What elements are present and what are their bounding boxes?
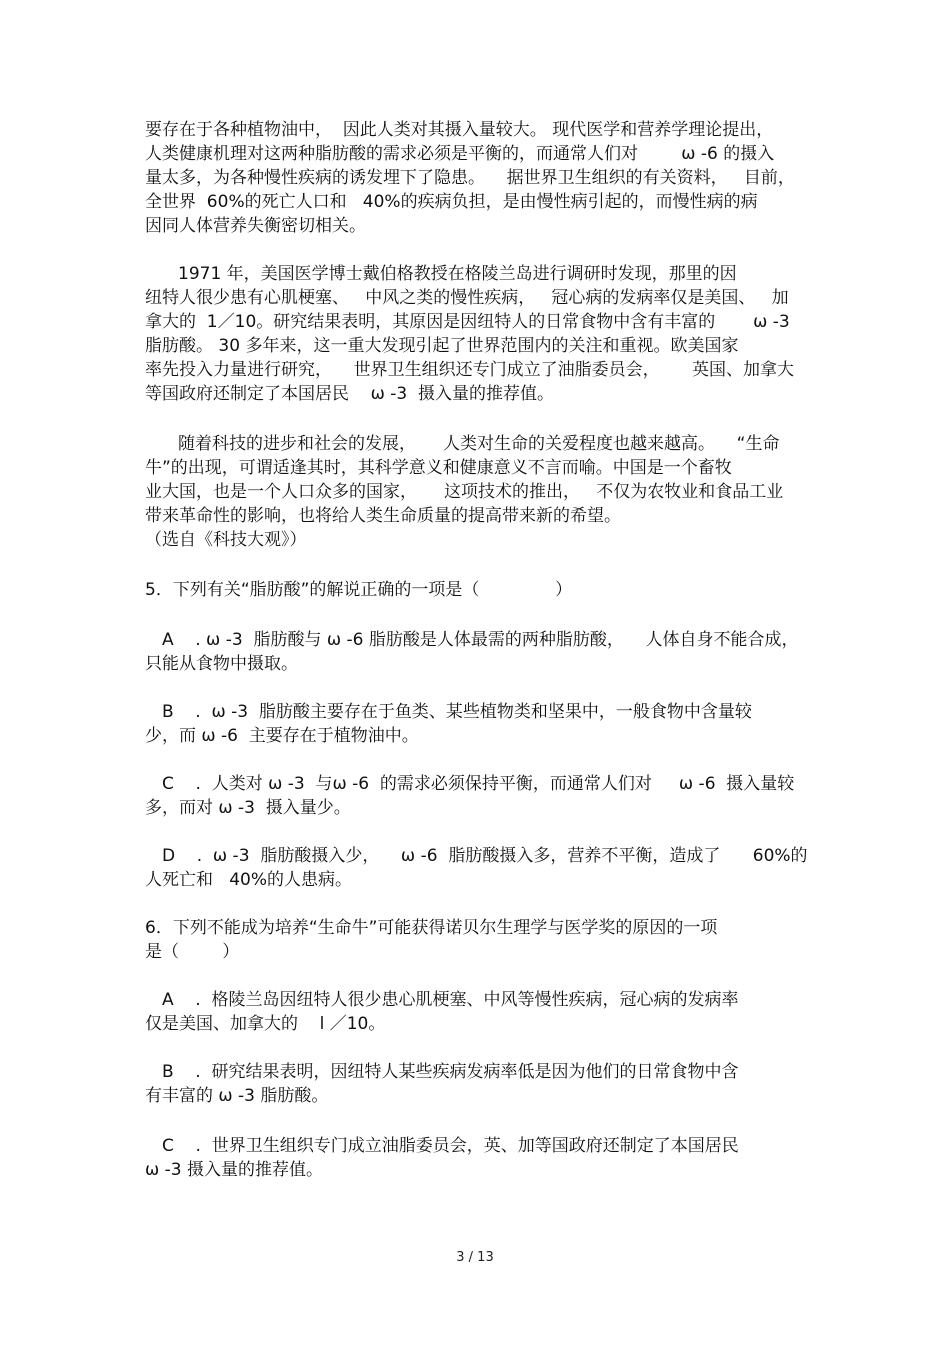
paragraph-3-line: 业大国，也是一个人口众多的国家， 这项技术的推出， 不仅为农牧业和食品工业	[145, 482, 784, 502]
paragraph-1-line: 要存在于各种植物油中， 因此人类对其摄入量较大。 现代医学和营养学理论提出，	[145, 120, 774, 140]
paragraph-2-line: 脂肪酸。 30 多年来，这一重大发现引起了世界范围内的关注和重视。欧美国家	[145, 336, 739, 356]
paragraph-3-line: 带来革命性的影响，也将给人类生命质量的提高带来新的希望。	[145, 506, 621, 526]
question-5-stem: 5．下列有关“脂肪酸”的解说正确的一项是（ ）	[145, 580, 573, 600]
question-5-option-b: B . ω -3 脂肪酸主要存在于鱼类、某些植物类和坚果中，一般食物中含量较	[162, 702, 752, 722]
page-number: 3 / 13	[456, 1250, 494, 1265]
paragraph-1-line: 量太多，为各种慢性疾病的诱发埋下了隐患。 据世界卫生组织的有关资料， 目前，	[145, 168, 795, 188]
question-6-option-a: A . 格陵兰岛因纽特人很少患心肌梗塞、中风等慢性疾病，冠心病的发病率	[162, 990, 739, 1010]
question-5-option-a: A . ω -3 脂肪酸与 ω -6 脂肪酸是人体最需的两种脂肪酸， 人体自身不能合成，	[162, 630, 799, 650]
question-6-option-b: 有丰富的 ω -3 脂肪酸。	[145, 1086, 329, 1106]
question-6-option-c: ω -3 摄入量的推荐值。	[145, 1160, 323, 1180]
question-6-stem: 6．下列不能成为培养“生命牛”可能获得诺贝尔生理学与医学奖的原因的一项	[145, 918, 718, 938]
paragraph-3-line: 牛”的出现，可谓适逢其时，其科学意义和健康意义不言而喻。中国是一个畜牧	[145, 458, 732, 478]
paragraph-2-line: 纽特人很少患有心肌梗塞、 中风之类的慢性疾病， 冠心病的发病率仅是美国、 加	[145, 288, 789, 308]
question-5-option-c: C . 人类对 ω -3 与ω -6 的需求必须保持平衡，而通常人们对 ω -6 摄入量较	[162, 774, 795, 794]
paragraph-2-line: 拿大的 1／10。研究结果表明，其原因是因纽特人的日常食物中含有丰富的 ω -3	[145, 312, 790, 332]
question-5-option-d: D . ω -3 脂肪酸摄入少， ω -6 脂肪酸摄入多，营养不平衡，造成了 60%的	[162, 846, 808, 866]
paragraph-2-line: 率先投入力量进行研究， 世界卫生组织还专门成立了油脂委员会， 英国、加拿大	[145, 360, 795, 380]
question-6-option-b: B . 研究结果表明，因纽特人某些疾病发病率低是因为他们的日常食物中含	[162, 1062, 739, 1082]
question-6-option-c: C . 世界卫生组织专门成立油脂委员会，英、加等国政府还制定了本国居民	[162, 1136, 739, 1156]
paragraph-2-line: 1971 年，美国医学博士戴伯格教授在格陵兰岛进行调研时发现，那里的因	[178, 264, 737, 284]
paragraph-1-line: 因同人体营养失衡密切相关。	[145, 216, 366, 236]
question-6-stem: 是（ ）	[145, 942, 240, 962]
question-6-option-a: 仅是美国、加拿大的 l ／10。	[145, 1014, 386, 1034]
paragraph-1-line: 人类健康机理对这两种脂肪酸的需求必须是平衡的，而通常人们对 ω -6 的摄入	[145, 144, 775, 164]
question-5-option-b: 少，而 ω -6 主要存在于植物油中。	[145, 726, 419, 746]
source-citation: （选自《科技大观》）	[145, 530, 307, 550]
paragraph-3-line: 随着科技的进步和社会的发展， 人类对生命的关爱程度也越来越高。 “生命	[178, 434, 780, 454]
paragraph-1-line: 全世界 60%的死亡人口和 40%的疾病负担，是由慢性病引起的，而慢性病的病	[145, 192, 758, 212]
question-5-option-a: 只能从食物中摄取。	[145, 654, 298, 674]
paragraph-2-line: 等国政府还制定了本国居民 ω -3 摄入量的推荐值。	[145, 384, 555, 404]
question-5-option-d: 人死亡和 40%的人患病。	[145, 870, 352, 890]
question-5-option-c: 多，而对 ω -3 摄入量少。	[145, 798, 351, 818]
